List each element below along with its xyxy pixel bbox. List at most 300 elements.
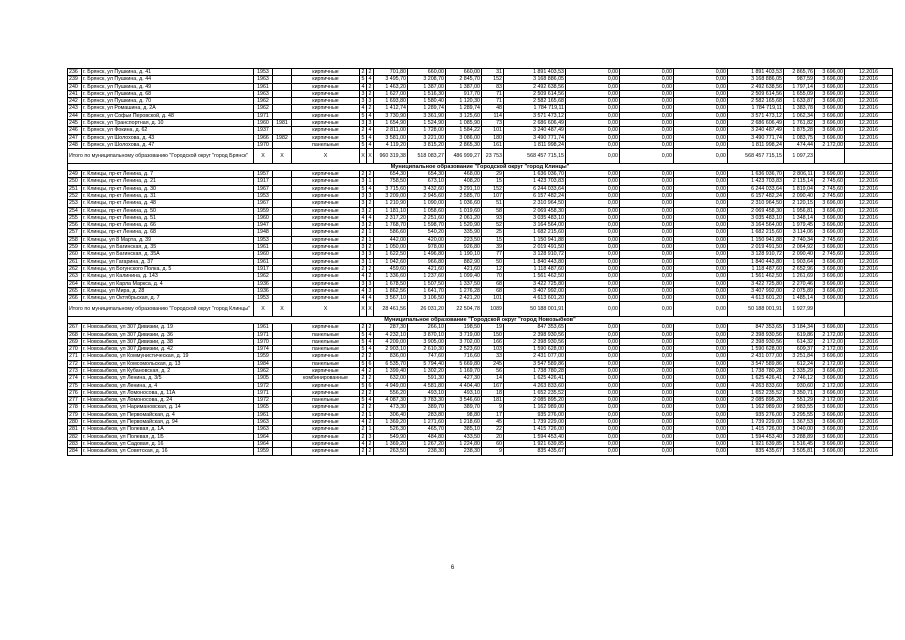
table-cell: 2 398 930,56 [728,331,784,338]
table-cell: панельные [292,331,360,338]
subtotal-cell: X [273,302,292,317]
table-cell: 3 696,00 [815,419,845,426]
table-cell: 4 [360,287,367,294]
table-cell: 278 [68,404,82,411]
table-cell: комбинированные [292,375,360,382]
table-cell: 0,00 [620,112,674,119]
table-cell: 0,00 [674,229,728,236]
table-cell: 2 [367,375,374,382]
table-cell: панельные [292,346,360,353]
table-cell: 2 [360,69,367,76]
table-cell: 0,00 [566,244,620,251]
table-cell: 5 [360,76,367,83]
table-cell: 12.2016 [845,207,893,214]
table-cell: 930,60 [784,382,815,389]
table-cell: 2 172,00 [815,382,845,389]
table-cell: 2 811,00 [374,127,408,134]
table-cell: 4 [367,134,374,141]
table-cell: 1 682 215,60 [504,229,566,236]
table-cell: 3 696,00 [815,295,845,302]
table-cell: 0,00 [566,397,620,404]
table-cell: 1970 [254,338,273,345]
table-cell: 1 302,20 [408,367,446,374]
table-cell: 262 [68,265,82,272]
table-cell: 2 [367,105,374,112]
table-cell: 1 099,40 [446,273,482,280]
table-row [68,185,893,192]
page-number: 6 [450,565,455,571]
subtotal-cell: X [273,149,292,164]
table-cell: 254 [68,207,82,214]
table-cell: 12.2016 [845,76,893,83]
table-cell: 248 [68,141,82,148]
table-cell: 5 [360,397,367,404]
table-cell: 0,00 [620,331,674,338]
table-cell: 1970 [254,141,273,148]
table-cell: 12.2016 [845,346,893,353]
table-cell: 2 [360,127,367,134]
table-cell: 0,00 [674,346,728,353]
table-cell: 1 728,00 [408,127,446,134]
table-cell: 0,00 [620,411,674,418]
table-cell: г. Клинцы, ул Октябрьская, д. 7 [82,295,254,302]
table-cell: 660,00 [408,69,446,76]
table-cell: г. Новозыбков, ул Советская, д. 16 [82,448,254,455]
table-cell: 3 040,00 [784,426,815,433]
table-cell: кирпичные [292,90,360,97]
table-row [68,440,893,447]
table-cell: 1953 [254,69,273,76]
table-cell: 1 090,00 [408,200,446,207]
table-cell: 1 [367,229,374,236]
table-cell: 2 492 638,56 [504,83,566,90]
table-cell [273,440,292,447]
table-cell: 33 [482,353,504,360]
table-cell: 1961 [254,244,273,251]
table-cell: 161 [482,141,504,148]
table-cell: 283 [68,440,82,447]
table-cell: 12.2016 [845,120,893,127]
table-cell: 0,00 [566,178,620,185]
table-cell: 3 490 771,74 [728,134,784,141]
table-cell: 2 585,70 [446,192,482,199]
table-cell: 0,00 [674,244,728,251]
table-cell: 12.2016 [845,360,893,367]
table-cell: 0,00 [566,105,620,112]
table-cell: кирпичные [292,112,360,119]
table-cell: 0,00 [566,426,620,433]
subtotal-cell: X [367,149,374,164]
table-cell: 0,00 [674,265,728,272]
table-cell [273,411,292,418]
table-cell [273,207,292,214]
table-cell: 249 [68,171,82,178]
table-cell: 3 [360,192,367,199]
table-row [68,98,893,105]
table-cell: г. Брянск, ул Софьи Перовской, д. 48 [82,112,254,119]
table-cell: 0,00 [620,229,674,236]
table-cell: 12.2016 [845,338,893,345]
table-cell: 1947 [254,222,273,229]
table-cell: 12.2016 [845,90,893,97]
table-cell: 2 983,55 [784,404,815,411]
table-cell: 3 581,00 [374,134,408,141]
subtotal-cell: 1 927,99 [784,302,815,317]
table-cell: 14 [482,375,504,382]
table-cell: 0,00 [620,382,674,389]
table-cell: 0,00 [674,273,728,280]
table-row [68,295,893,302]
table-cell [273,251,292,258]
table-cell: 619,86 [784,331,815,338]
table-cell: 0,00 [566,98,620,105]
table-cell: 12.2016 [845,433,893,440]
table-cell: 0,00 [566,141,620,148]
table-cell: 4 [360,367,367,374]
table-cell: 3 184,34 [784,324,815,331]
subtotal-cell [845,302,893,317]
subtotal-cell: 0,00 [674,149,728,164]
table-cell: 6 [367,360,374,367]
table-cell [273,265,292,272]
table-cell: 2 509 614,56 [728,90,784,97]
table-cell: 389,70 [446,404,482,411]
table-cell: 3 696,00 [815,90,845,97]
table-cell: 0,00 [620,353,674,360]
table-cell: 3 571 473,12 [504,112,566,119]
table-cell: 48 [482,105,504,112]
table-cell: 1974 [254,346,273,353]
table-cell: 0,00 [674,200,728,207]
table-cell: 3 696,00 [815,280,845,287]
table-cell: 12.2016 [845,389,893,396]
subtotal-cell: X [254,302,273,317]
table-cell: 3 547 589,86 [504,360,566,367]
table-cell: 758,50 [374,178,408,185]
table-cell: 1 423 703,83 [504,178,566,185]
table-cell: 1 271,60 [408,419,446,426]
table-cell: 2 421,20 [446,295,482,302]
table-cell: 3 715,60 [374,185,408,192]
table-cell: 275 [68,382,82,389]
table-cell: 0,00 [674,448,728,455]
table-cell: 0,00 [674,192,728,199]
table-cell: 2 [367,448,374,455]
table-cell: 5 669,80 [446,360,482,367]
table-cell: 0,00 [620,258,674,265]
table-cell: кирпичные [292,433,360,440]
table-cell: 12.2016 [845,251,893,258]
table-cell: 0,00 [620,324,674,331]
table-cell: 1972 [254,382,273,389]
table-cell: кирпичные [292,214,360,221]
table-cell: 0,00 [620,105,674,112]
table-cell: 1 118 487,60 [728,265,784,272]
table-cell: 1 921 639,85 [728,440,784,447]
table-cell: 2 [360,426,367,433]
table-cell: 1 019,60 [446,207,482,214]
table-cell: 1962 [254,367,273,374]
table-cell: 1 050,00 [374,244,408,251]
table-cell: 12.2016 [845,236,893,243]
table-cell: 1 520,90 [446,222,482,229]
table-cell: 0,00 [566,83,620,90]
table-cell: 1 218,60 [446,419,482,426]
table-cell: 2 745,60 [815,236,845,243]
table-cell: 2 865,30 [446,141,482,148]
table-cell: 1 561 462,50 [504,273,566,280]
table-cell: 474,44 [784,141,815,148]
table-cell: 1 524,90 [408,120,446,127]
table-cell: г. Клинцы, пр-кт Ленина, д. 30 [82,185,254,192]
table-cell: 12.2016 [845,375,893,382]
table-cell: 3 547 589,86 [728,360,784,367]
table-cell: 0,00 [620,207,674,214]
table-cell [273,404,292,411]
table-cell: 2 582 165,68 [504,98,566,105]
table-cell: 4 [367,127,374,134]
table-cell: кирпичные [292,98,360,105]
table-cell: 2 [360,375,367,382]
table-cell: 3 696,00 [815,83,845,90]
table-cell: кирпичные [292,367,360,374]
table-cell: 2 [360,236,367,243]
table-cell: 2 [367,69,374,76]
table-cell [273,76,292,83]
table-cell: 12.2016 [845,419,893,426]
table-cell: 5 [360,134,367,141]
table-cell: г. Новозыбков, ул Садовая, д. 16 [82,440,254,447]
table-cell: 1957 [254,171,273,178]
table-cell: 4 [360,273,367,280]
table-cell: 12.2016 [845,192,893,199]
table-cell: 4 [367,346,374,353]
table-cell [273,331,292,338]
table-cell: 1 267,20 [408,440,446,447]
table-cell: 2 [367,367,374,374]
table-cell: 70 [482,273,504,280]
table-cell: 3 905,00 [408,338,446,345]
table-cell: 4 [360,105,367,112]
table-row [68,419,893,426]
table-cell: 5 [360,382,367,389]
table-cell: 1 584,22 [446,127,482,134]
table-cell [273,280,292,287]
table-cell: 273 [68,367,82,374]
table-cell: 0,00 [566,367,620,374]
table-cell: 0,00 [674,397,728,404]
table-cell: 0,00 [620,251,674,258]
table-cell [273,426,292,433]
table-cell: 5 [360,346,367,353]
table-cell: 2 398 930,56 [504,331,566,338]
table-cell: 1971 [254,389,273,396]
table-cell: 493,10 [408,389,446,396]
table-row [68,265,893,272]
table-cell: 12.2016 [845,287,893,294]
table-row [68,404,893,411]
table-cell: 241 [68,90,82,97]
table-cell: 0,00 [674,69,728,76]
table-cell [273,236,292,243]
table-cell: 2 686 606,49 [728,120,784,127]
subtotal-label: Итого по муниципальному образованию "Городской округ "город Клинцы" [68,302,254,317]
table-cell [273,214,292,221]
table-row [68,353,893,360]
table-cell [273,287,292,294]
table-cell: 591,30 [408,375,446,382]
table-cell: г. Новозыбков, ул Ленина, д. 4 [82,382,254,389]
table-cell: 256 [68,222,82,229]
table-cell: 12.2016 [845,214,893,221]
table-cell: 935 276,00 [504,411,566,418]
subtotal-cell [845,149,893,164]
table-cell: 277 [68,397,82,404]
table-cell: 0,00 [674,185,728,192]
table-cell: 3 696,00 [815,222,845,229]
subtotal-cell [815,149,845,164]
table-cell: 198,50 [446,324,482,331]
table-cell: 0,00 [674,251,728,258]
table-cell: 306,40 [374,411,408,418]
table-cell: 2 [367,273,374,280]
table-cell: 9 [482,448,504,455]
table-cell: 1 485,14 [784,295,815,302]
table-cell: 3 696,00 [815,389,845,396]
subtotal-cell: 960 319,38 [374,149,408,164]
table-cell: 1905 [254,375,273,382]
table-cell: панельные [292,397,360,404]
table-cell: 0,00 [674,141,728,148]
table-cell: 1 875,28 [784,127,815,134]
table-cell: 1 336,60 [374,273,408,280]
table-row [68,324,893,331]
table-row [68,69,893,76]
table-cell: 1 739 229,00 [504,419,566,426]
table-cell: 551,29 [784,397,815,404]
table-cell: 1 261,69 [784,273,815,280]
table-cell: 101 [482,127,504,134]
table-cell: 0,00 [566,448,620,455]
table-cell: 152 [482,185,504,192]
table-row [68,251,893,258]
table-cell: 3 696,00 [815,171,845,178]
subtotal-row [68,149,893,164]
table-row [68,258,893,265]
table-cell [273,258,292,265]
table-cell: 73 [482,120,504,127]
table-cell: 0,00 [674,324,728,331]
table-cell: 660,00 [446,69,482,76]
table-row [68,448,893,455]
table-row [68,367,893,374]
table-cell: 1 682 215,60 [728,229,784,236]
table-cell: 29 [482,171,504,178]
table-cell: 4 [367,185,374,192]
table-cell: 0,00 [620,76,674,83]
table-cell: 835 435,67 [728,448,784,455]
table-cell: 12.2016 [845,222,893,229]
table-cell: 2 865,76 [784,69,815,76]
table-cell [273,338,292,345]
table-cell: 236 [68,69,82,76]
table-cell: 3 696,00 [815,411,845,418]
table-cell: 12.2016 [845,127,893,134]
table-cell: 4 [367,295,374,302]
table-cell: 12.2016 [845,134,893,141]
table-cell: 1 561 462,50 [728,273,784,280]
table-cell: 1 289,74 [446,105,482,112]
table-cell: 245 [482,360,504,367]
table-cell: 12.2016 [845,324,893,331]
table-cell: кирпичные [292,120,360,127]
table-cell: 0,00 [674,214,728,221]
table-cell: 4 263 833,60 [728,382,784,389]
table-cell: 3 164 564,00 [504,222,566,229]
table-cell: г. Клинцы, ул Карла Маркса, д. 4 [82,280,254,287]
table-cell: 2 172,00 [815,360,845,367]
table-cell: 4 949,00 [374,382,408,389]
table-cell [273,360,292,367]
table-cell: 3 086,00 [446,134,482,141]
table-cell: 0,00 [620,360,674,367]
table-cell [273,222,292,229]
table-cell: 1964 [254,440,273,447]
table-cell: 255 [68,214,82,221]
table-cell: 1 761,82 [784,120,815,127]
table-cell: 0,00 [674,389,728,396]
table-cell: 0,00 [566,251,620,258]
table-cell: 3 295,55 [784,411,815,418]
table-cell: 3 696,00 [815,76,845,83]
table-cell: 2 [367,324,374,331]
table-cell: 1 811 998,24 [504,141,566,148]
table-cell: 12.2016 [845,331,893,338]
table-cell: 1 636 036,70 [728,171,784,178]
table-cell: 263 [68,273,82,280]
table-cell: 12.2016 [845,382,893,389]
table-cell: 1 [367,178,374,185]
table-cell: 3 128 910,72 [504,251,566,258]
table-cell: 2 251,60 [408,214,446,221]
table-cell [273,244,292,251]
table-row [68,236,893,243]
section-header-label: Муниципальное образование "Городской округ "город Новозыбков" [68,316,893,323]
table-cell: 3 696,00 [815,273,845,280]
table-cell: 1 237,60 [408,273,446,280]
table-cell [273,141,292,148]
table-cell: 0,00 [674,76,728,83]
table-cell: 0,00 [566,324,620,331]
table-cell: 271 [68,353,82,360]
table-cell: 1 423 703,83 [728,178,784,185]
table-cell: 0,00 [620,83,674,90]
section-header [68,316,893,323]
table-cell: 2 172,00 [815,331,845,338]
table-cell: 15 [482,236,504,243]
table-cell: 0,00 [566,440,620,447]
table-cell: 1 [367,411,374,418]
table-cell: 0,00 [620,389,674,396]
table-cell: 272 [68,360,82,367]
table-cell: 3 696,00 [815,265,845,272]
table-cell: 1 507,50 [408,280,446,287]
table-cell [273,367,292,374]
table-cell: 3 208,70 [408,76,446,83]
table-cell: 239 [68,76,82,83]
table-cell: 987,59 [784,76,815,83]
table-cell: 223,50 [446,236,482,243]
